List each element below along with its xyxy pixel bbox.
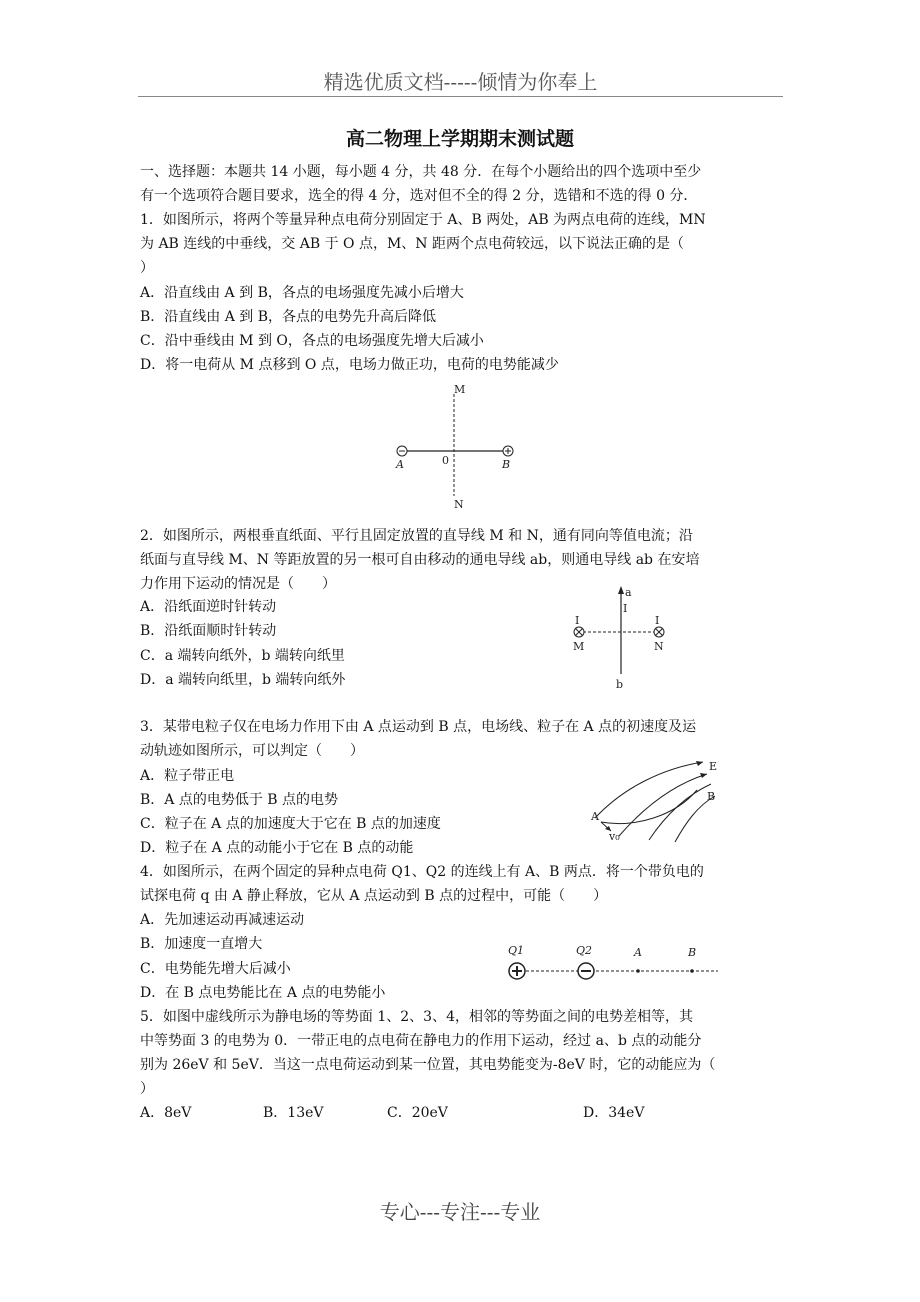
q2-figure — [565, 580, 675, 692]
q2-label-a: a — [625, 586, 632, 599]
q5-option-b: B．13eV — [263, 1105, 324, 1121]
q5-stem-line-4: ） — [140, 1081, 154, 1097]
q2-option-d: D．a 端转向纸里，b 端转向纸外 — [140, 672, 346, 688]
q4-label-b: B — [688, 946, 697, 959]
q4-label-q1: Q1 — [508, 944, 525, 957]
q1-stem-line-2: 为 AB 连线的中垂线，交 AB 于 O 点，M、N 距两个点电荷较远，以下说法正确的是（ — [140, 236, 685, 252]
q2-stem-line-2: 纸面与直导线 M、N 等距放置的另一根可自由移动的通电导线 ab，则通电导线 ab 在安培 — [140, 552, 700, 568]
q2-option-b: B．沿纸面顺时针转动 — [140, 623, 277, 639]
q5-option-a: A．8eV — [140, 1105, 192, 1121]
intro-line-1: 一、选择题：本题共 14 小题，每小题 4 分，共 48 分．在每个小题给出的四个选项中至少 — [140, 164, 702, 180]
q2-option-a: A．沿纸面逆时针转动 — [140, 599, 277, 615]
q3-label-a: A — [591, 810, 599, 823]
q4-figure — [500, 934, 725, 984]
q3-option-a: A．粒子带正电 — [140, 768, 235, 784]
q1-stem-line-1: 1．如图所示，将两个等量异种点电荷分别固定于 A、B 两处，AB 为两点电荷的连线，MN — [140, 212, 706, 228]
q2-label-b: b — [616, 678, 624, 691]
q4-stem-line-2: 试探电荷 q 由 A 静止释放，它从 A 点运动到 B 点的过程中，可能（ ） — [140, 888, 608, 904]
q4-option-a: A．先加速运动再减速运动 — [140, 912, 305, 928]
q1-label-o: 0 — [442, 454, 449, 467]
q2-label-m: M — [573, 640, 585, 653]
q4-label-a: A — [634, 946, 642, 959]
q5-option-c: C．20eV — [387, 1105, 448, 1121]
q3-option-d: D．粒子在 A 点的动能小于它在 B 点的动能 — [140, 840, 414, 856]
intro-line-2: 有一个选项符合题目要求，选全的得 4 分，选对但不全的得 2 分，选错和不选的得 0 分． — [140, 188, 698, 204]
q3-option-c: C．粒子在 A 点的加速度大于它在 B 点的加速度 — [140, 816, 441, 832]
q5-option-d: D．34eV — [583, 1105, 645, 1121]
q5-stem-line-3: 别为 26eV 和 5eV．当这一点电荷运动到某一位置，其电势能变为-8eV 时，它的动能应为（ — [140, 1057, 716, 1073]
header-divider — [138, 96, 783, 97]
page-footer: 专心---专注---专业 — [379, 1200, 541, 1224]
q3-stem-line-1: 3．某带电粒子仅在电场力作用下由 A 点运动到 B 点，电场线、粒子在 A 点的初速度及运 — [140, 719, 697, 735]
q1-label-b: B — [502, 458, 511, 471]
q3-option-b: B．A 点的电势低于 B 点的电势 — [140, 792, 339, 808]
q1-stem-line-3: ） — [140, 260, 154, 276]
q4-option-b: B．加速度一直增大 — [140, 936, 263, 952]
q1-label-m: M — [454, 383, 466, 396]
q1-label-n: N — [454, 498, 464, 511]
q4-stem-line-1: 4．如图所示，在两个固定的异种点电荷 Q1、Q2 的连线上有 A、B 两点．将一个带负电的 — [140, 864, 704, 880]
q1-option-b: B．沿直线由 A 到 B，各点的电势先升高后降低 — [140, 309, 437, 325]
q2-option-c: C．a 端转向纸外，b 端转向纸里 — [140, 648, 345, 664]
q1-option-d: D．将一电荷从 M 点移到 O 点，电场力做正功，电荷的电势能减少 — [140, 357, 559, 373]
q5-stem-line-2: 中等势面 3 的电势为 0．一带正电的点电荷在静电力的作用下运动，经过 a、b 点的动能分 — [140, 1033, 702, 1049]
q3-label-b: B — [707, 790, 716, 803]
q3-label-v0: v₀ — [609, 830, 620, 843]
q2-label-i-wire: I — [623, 602, 628, 615]
q1-label-a: A — [396, 458, 404, 471]
q2-label-i-n: I — [655, 614, 660, 627]
q3-stem-line-2: 动轨迹如图所示，可以判定（ ） — [140, 743, 364, 759]
q5-stem-line-1: 5．如图中虚线所示为静电场的等势面 1、2、3、4，相邻的等势面之间的电势差相等，其 — [140, 1009, 693, 1025]
q4-label-q2: Q2 — [576, 944, 593, 957]
q1-option-c: C．沿中垂线由 M 到 O，各点的电场强度先增大后减小 — [140, 333, 484, 349]
q2-label-i-m: I — [575, 614, 580, 627]
q3-figure — [585, 756, 725, 846]
page-title: 高二物理上学期期末测试题 — [345, 128, 574, 150]
page-header: 精选优质文档-----倾情为你奉上 — [323, 70, 598, 94]
q2-stem-line-1: 2．如图所示，两根垂直纸面、平行且固定放置的直导线 M 和 N，通有同向等值电流；沿 — [140, 528, 693, 544]
q1-figure — [390, 384, 530, 514]
q4-option-c: C．电势能先增大后减小 — [140, 961, 291, 977]
q3-label-e: E — [709, 760, 718, 773]
q2-stem-line-3: 力作用下运动的情况是（ ） — [140, 576, 336, 592]
q1-option-a: A．沿直线由 A 到 B，各点的电场强度先减小后增大 — [140, 285, 464, 301]
q2-label-n: N — [654, 640, 664, 653]
q4-option-d: D．在 B 点电势能比在 A 点的电势能小 — [140, 985, 386, 1001]
